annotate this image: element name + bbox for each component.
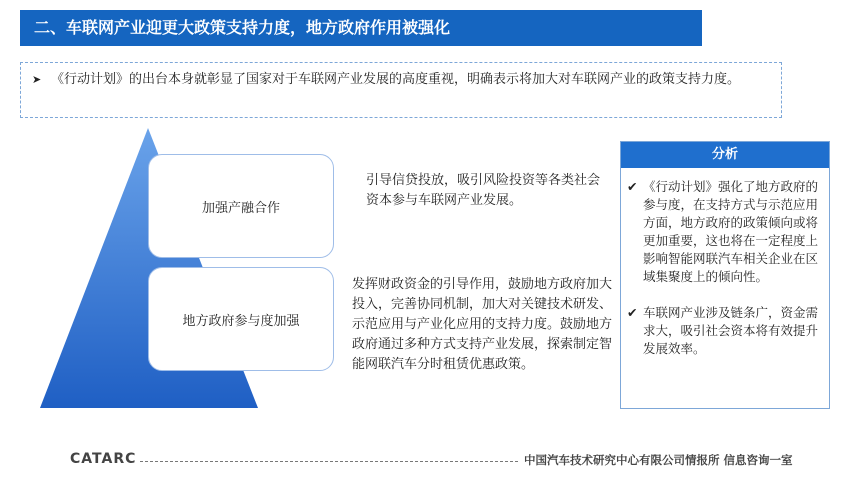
analysis-item-text: 车联网产业涉及链条广，资金需求大，吸引社会资本将有效提升发展效率。 bbox=[643, 305, 819, 356]
footer-divider bbox=[140, 461, 518, 462]
analysis-panel bbox=[620, 141, 830, 409]
analysis-heading: 分析 bbox=[621, 142, 829, 168]
analysis-item-text: 《行动计划》强化了地方政府的参与度，在支持方式与示范应用方面，地方政府的政策倾向或将更加重要，这也将在一定程度上影响智能网联汽车相关企业在区域集聚度上的倾向性。 bbox=[643, 179, 819, 284]
page-title: 二、车联网产业迎更大政策支持力度，地方政府作用被强化 bbox=[20, 10, 702, 46]
card-label: 加强产融合作 bbox=[201, 200, 280, 216]
arrow-bullet-icon: ➤ bbox=[32, 73, 42, 86]
card-industry-finance bbox=[148, 154, 334, 258]
card-label: 地方政府参与度加强 bbox=[182, 313, 300, 329]
footer-logo: CATARC bbox=[70, 451, 137, 467]
analysis-item bbox=[621, 178, 829, 286]
card-local-government bbox=[148, 267, 334, 371]
card-desc-government: 发挥财政资金的引导作用，鼓励地方政府加大投入，完善协同机制，加大对关键技术研发、示范应用与产业化应用的支持力度。鼓励地方政府通过多种方式支持产业发展，探索制定智能网联汽车分时租赁优惠政策。 bbox=[352, 277, 613, 372]
analysis-item bbox=[621, 304, 829, 358]
card-desc-finance: 引导信贷投放，吸引风险投资等各类社会资本参与车联网产业发展。 bbox=[366, 173, 601, 208]
check-icon: ✔ bbox=[627, 179, 638, 194]
check-icon: ✔ bbox=[627, 305, 638, 320]
intro-text: 《行动计划》的出台本身就彰显了国家对于车联网产业发展的高度重视，明确表示将加大对车联网产业的政策支持力度。 bbox=[51, 72, 741, 87]
footer-org: 中国汽车技术研究中心有限公司情报所 信息咨询一室 bbox=[524, 453, 793, 467]
